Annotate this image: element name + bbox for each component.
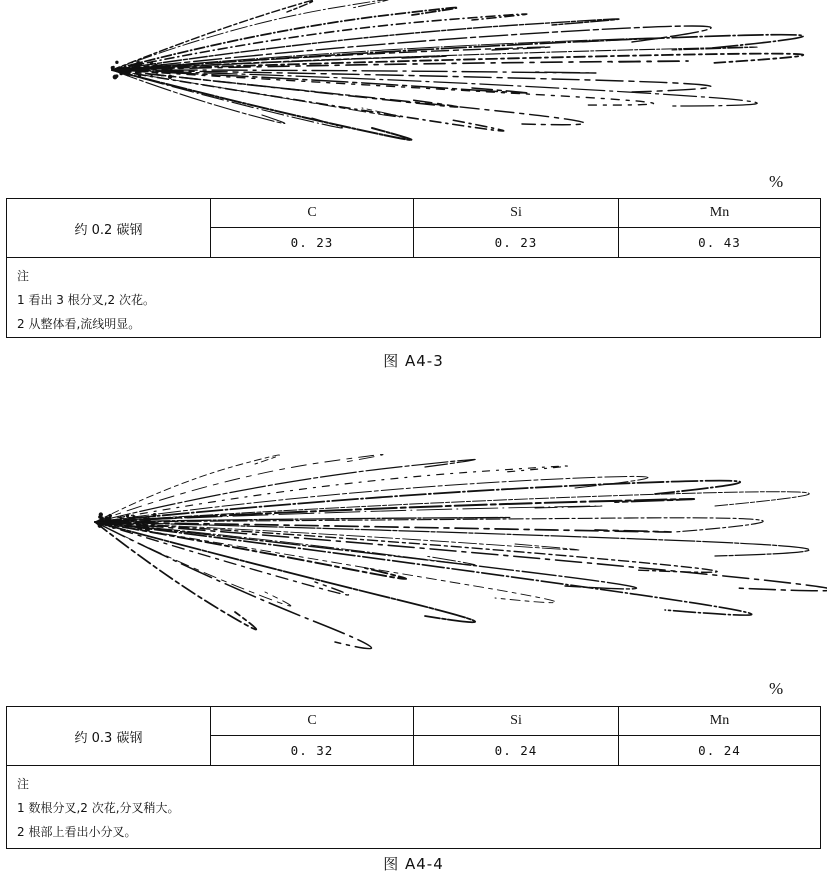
- notes-cell: [7, 766, 821, 849]
- note-item: 2 根部上看出小分叉。: [17, 825, 137, 839]
- note-item: 2 从整体看,流线明显。: [17, 317, 141, 331]
- note-item: 1 数根分叉,2 次花,分叉稍大。: [17, 801, 180, 815]
- spark-figure-a4-4: [0, 440, 827, 650]
- element-value-mn: 0. 43: [619, 228, 821, 258]
- spark-figure-a4-3: [0, 0, 827, 160]
- notes-title: 注: [17, 269, 30, 283]
- notes-cell: [7, 258, 821, 338]
- element-value-c: 0. 23: [211, 228, 414, 258]
- unit-label: %: [769, 679, 784, 698]
- element-value-c: 0. 32: [211, 736, 414, 766]
- figure-caption: 图 A4-3: [383, 352, 444, 370]
- element-header-c: C: [211, 707, 414, 736]
- steel-grade-label: 约 0.3 碳钢: [7, 707, 211, 766]
- note-item: 1 看出 3 根分叉,2 次花。: [17, 293, 155, 307]
- element-header-mn: Mn: [619, 707, 821, 736]
- unit-label: %: [769, 172, 784, 191]
- element-value-si: 0. 23: [414, 228, 619, 258]
- element-value-si: 0. 24: [414, 736, 619, 766]
- element-header-mn: Mn: [619, 199, 821, 228]
- composition-table-a4-4: [6, 706, 821, 849]
- element-header-si: Si: [414, 199, 619, 228]
- notes-title: 注: [17, 777, 30, 791]
- steel-grade-label: 约 0.2 碳钢: [7, 199, 211, 258]
- element-header-c: C: [211, 199, 414, 228]
- spark-streamlines-drawing: [0, 0, 827, 160]
- element-value-mn: 0. 24: [619, 736, 821, 766]
- element-header-si: Si: [414, 707, 619, 736]
- composition-table-a4-3: [6, 198, 821, 338]
- figure-caption: 图 A4-4: [383, 855, 444, 873]
- spark-streamlines-drawing: [0, 440, 827, 650]
